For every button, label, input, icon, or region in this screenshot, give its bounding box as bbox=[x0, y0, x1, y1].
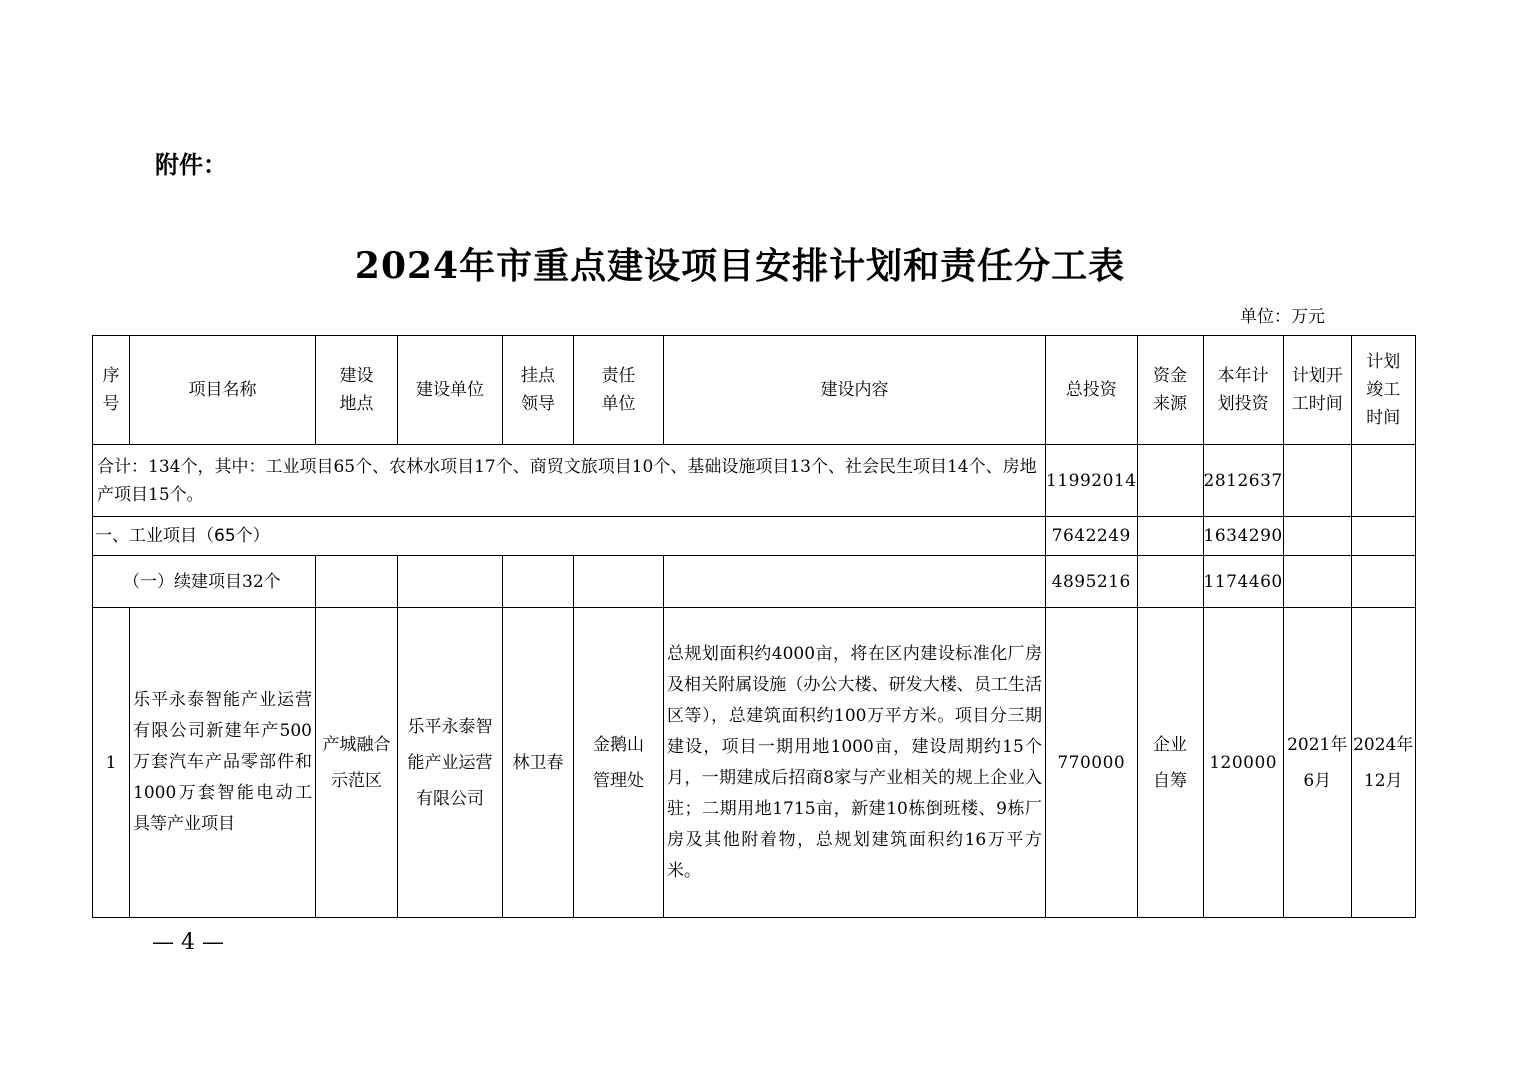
subsection-title: （一）续建项目32个 bbox=[93, 556, 316, 608]
header-end-time-text: 计划 竣工 时间 bbox=[1366, 352, 1401, 428]
section-title: 一、工业项目（65个） bbox=[93, 517, 1046, 556]
header-total-invest: 总投资 bbox=[1046, 336, 1138, 445]
header-location bbox=[316, 336, 398, 445]
subsection-location bbox=[316, 556, 398, 608]
header-name: 项目名称 bbox=[130, 336, 316, 445]
section-year-plan: 1634290 bbox=[1203, 517, 1283, 556]
header-content: 建设内容 bbox=[664, 336, 1046, 445]
section-start-time bbox=[1283, 517, 1351, 556]
subsection-fund-source bbox=[1137, 556, 1203, 608]
header-resp-unit bbox=[574, 336, 664, 445]
subsection-end-time bbox=[1351, 556, 1415, 608]
header-fund-source bbox=[1137, 336, 1203, 445]
row-seq: 1 bbox=[93, 608, 130, 918]
subsection-start-time bbox=[1283, 556, 1351, 608]
section-row bbox=[93, 517, 1416, 556]
header-leader-text: 挂点 领导 bbox=[521, 366, 555, 414]
row-builder: 乐平永泰智能产业运营有限公司 bbox=[398, 608, 503, 918]
summary-year-plan: 2812637 bbox=[1203, 445, 1283, 517]
header-fund-source-text: 资金 来源 bbox=[1153, 366, 1188, 414]
header-leader bbox=[503, 336, 574, 445]
row-start-time: 2021年6月 bbox=[1283, 608, 1351, 918]
section-fund-source bbox=[1137, 517, 1203, 556]
row-year-plan: 120000 bbox=[1203, 608, 1283, 918]
summary-start-time bbox=[1283, 445, 1351, 517]
summary-text: 合计：134个，其中：工业项目65个、农林水项目17个、商贸文旅项目10个、基础设施项目13个、社会民生项目14个、房地产项目15个。 bbox=[93, 445, 1046, 517]
header-start-time bbox=[1283, 336, 1351, 445]
subsection-row bbox=[93, 556, 1416, 608]
table-row bbox=[93, 608, 1416, 918]
header-resp-unit-text: 责任 单位 bbox=[601, 366, 636, 414]
summary-fund-source bbox=[1137, 445, 1203, 517]
subsection-builder bbox=[398, 556, 503, 608]
row-content: 总规划面积约4000亩，将在区内建设标准化厂房及相关附属设施（办公大楼、研发大楼、员工生活区等），总建筑面积约100万平方米。项目分三期建设，项目一期用地1000亩，建设周期约15个月，一期建成后招商8家与产业相关的规上企业入驻；二期用地1715亩，新建10栋倒班楼、9栋厂房及其他附着物，总规划建筑面积约16万平方米。 bbox=[664, 608, 1046, 918]
summary-end-time bbox=[1351, 445, 1415, 517]
header-year-plan-text: 本年计 划投资 bbox=[1217, 366, 1269, 414]
header-builder: 建设单位 bbox=[398, 336, 503, 445]
row-leader: 林卫春 bbox=[503, 608, 574, 918]
subsection-leader bbox=[503, 556, 574, 608]
row-resp-unit: 金鹅山管理处 bbox=[574, 608, 664, 918]
header-end-time bbox=[1351, 336, 1415, 445]
attachment-label: 附件： bbox=[155, 151, 227, 179]
header-start-time-text: 计划开 工时间 bbox=[1291, 366, 1343, 414]
subsection-year-plan: 1174460 bbox=[1203, 556, 1283, 608]
row-project-name: 乐平永泰智能产业运营有限公司新建年产500万套汽车产品零部件和1000万套智能电动工具等产业项目 bbox=[130, 608, 316, 918]
subsection-total-invest: 4895216 bbox=[1046, 556, 1138, 608]
table-header-row bbox=[93, 336, 1416, 445]
row-total-invest: 770000 bbox=[1046, 608, 1138, 918]
page-number: — 4 — bbox=[152, 930, 224, 955]
subsection-content bbox=[664, 556, 1046, 608]
header-seq-text: 序 号 bbox=[102, 366, 120, 414]
document-title: 2024年市重点建设项目安排计划和责任分工表 bbox=[354, 245, 1126, 287]
header-year-plan bbox=[1203, 336, 1283, 445]
summary-total-invest: 11992014 bbox=[1046, 445, 1138, 517]
header-seq bbox=[93, 336, 130, 445]
row-end-time: 2024年12月 bbox=[1351, 608, 1415, 918]
summary-row bbox=[93, 445, 1416, 517]
header-location-text: 建设 地点 bbox=[339, 366, 374, 414]
subsection-resp-unit bbox=[574, 556, 664, 608]
project-table bbox=[92, 335, 1416, 918]
row-fund-source: 企业自筹 bbox=[1137, 608, 1203, 918]
row-location: 产城融合示范区 bbox=[316, 608, 398, 918]
unit-label: 单位：万元 bbox=[1240, 307, 1325, 327]
section-total-invest: 7642249 bbox=[1046, 517, 1138, 556]
section-end-time bbox=[1351, 517, 1415, 556]
